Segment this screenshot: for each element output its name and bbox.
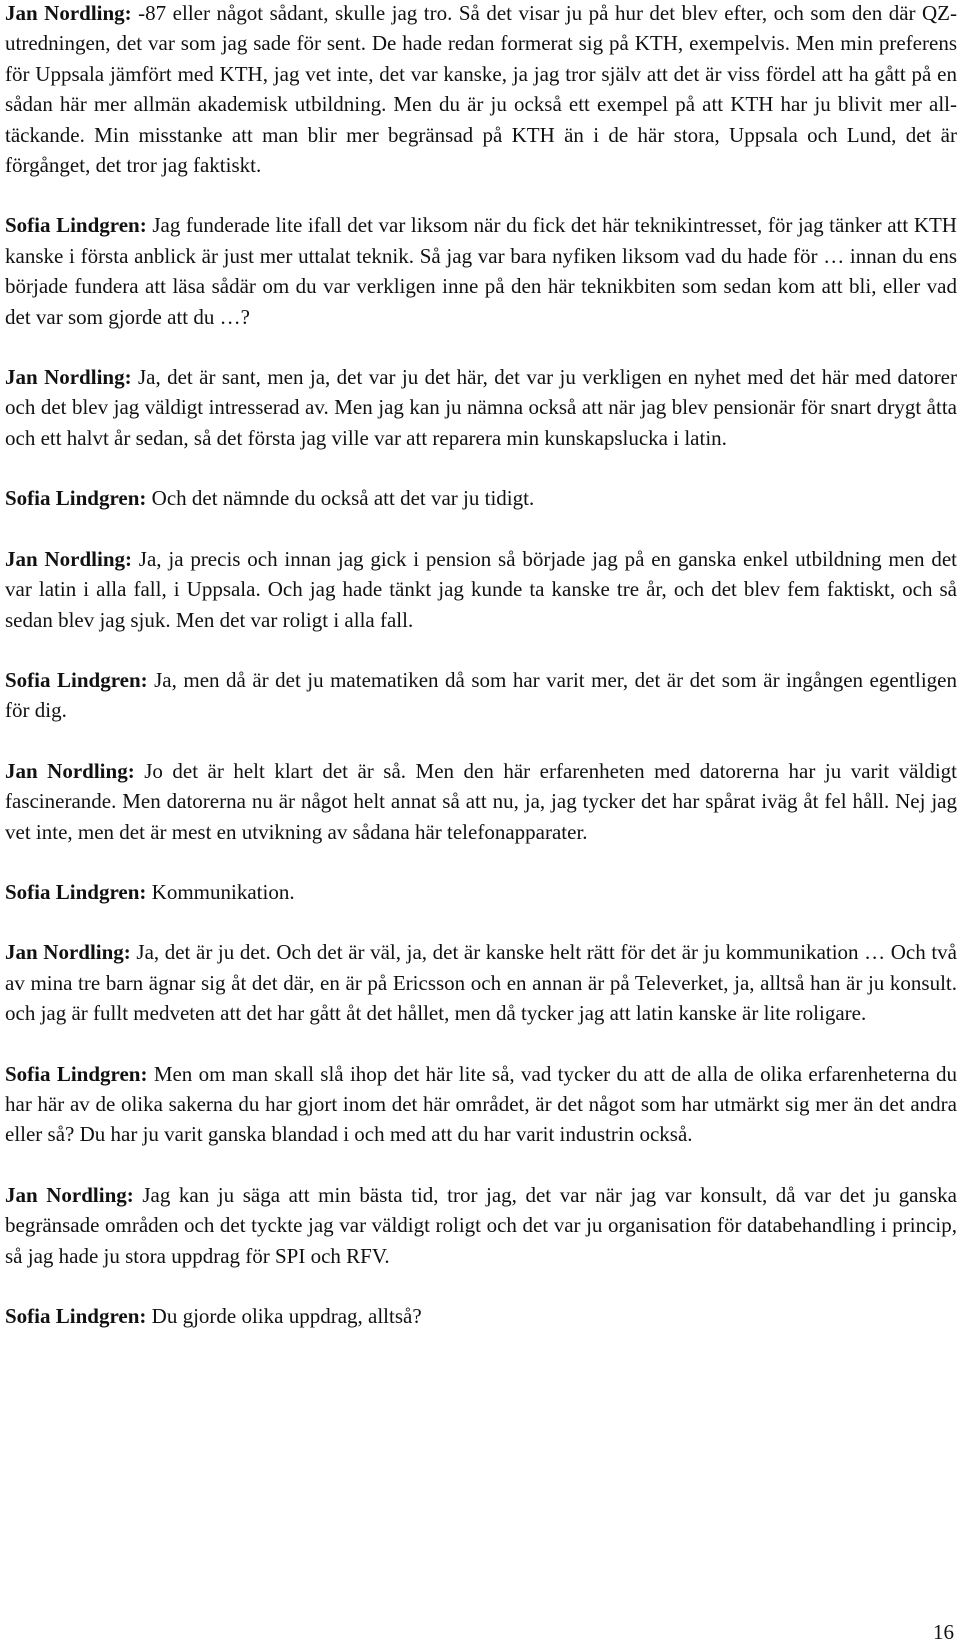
transcript-paragraph: [5, 1301, 957, 1331]
transcript-paragraph: [5, 756, 957, 847]
speaker-name: Sofia Lindgren:: [5, 486, 147, 511]
transcript-paragraph: [5, 665, 957, 726]
speaker-name: Sofia Lindgren:: [5, 1061, 148, 1086]
utterance-text: Ja, ja precis och innan jag gick i pension så började jag på en ganska enkel utbildning men det var latin i alla fall, i Uppsala. Och jag hade tänkt jag kunde ta kanske tre år, och det blev fem faktiskt, och så sedan blev jag sjuk. Men det var roligt i alla fall.: [5, 546, 958, 632]
utterance-text: Och det nämnde du också att det var ju tidigt.: [146, 486, 535, 511]
utterance-text: Ja, det är sant, men ja, det var ju det här, det var ju verkligen en nyhet med det här med datorer och det blev jag väldigt intresserad av. Men jag kan ju nämna också att när jag blev pensionär för snart drygt åtta och ett halvt år sedan, så det första jag ville var att reparera min kunskapslucka i latin.: [5, 365, 958, 450]
transcript-paragraph: [5, 1059, 957, 1150]
transcript-paragraph: [5, 210, 957, 332]
transcript-paragraph: [5, 483, 957, 513]
speaker-name: Sofia Lindgren:: [5, 667, 148, 692]
utterance-text: Ja, det är ju det. Och det är väl, ja, det är kanske helt rätt för det är ju kommunikation … Och två av mina tre barn ägnar sig åt det där, en är på Ericsson och en annan är på Televerket, ja, alltså han är ju konsult. och jag är fullt medveten att det har gått åt det hållet, men då tycker jag att latin kanske är lite roligare.: [5, 940, 958, 1026]
transcript-paragraph: [5, 1180, 957, 1271]
speaker-name: Sofia Lindgren:: [5, 213, 147, 238]
transcript-paragraph: [5, 362, 957, 453]
transcript-paragraph: [5, 544, 957, 635]
utterance-text: Kommunikation.: [146, 879, 295, 904]
speaker-name: Jan Nordling:: [5, 1, 132, 25]
speaker-name: Sofia Lindgren:: [5, 879, 147, 904]
speaker-name: Sofia Lindgren:: [5, 1304, 147, 1328]
utterance-text: Du gjorde olika uppdrag, alltså?: [146, 1304, 422, 1328]
speaker-name: Jan Nordling:: [5, 758, 135, 783]
utterance-text: Jag kan ju säga att min bästa tid, tror jag, det var när jag var konsult, då var det ju ganska begränsade områden och det tyckte jag var väldigt roligt och det var ju organisation för databehandling i princip, så jag hade ju stora uppdrag för SPI och RFV.: [5, 1182, 957, 1268]
transcript-paragraph: [5, 937, 957, 1028]
utterance-text: Jo det är helt klart det är så. Men den här erfarenheten med datorerna har ju varit väldigt fascinerande. Men datorerna nu är något helt annat så att nu, ja, jag tycker det har spårat iväg åt fel håll. Nej jag vet inte, men det är mest en utvikning av sådana här telefonapparater.: [5, 758, 957, 844]
speaker-name: Jan Nordling:: [5, 940, 131, 965]
speaker-name: Jan Nordling:: [5, 365, 132, 390]
utterance-text: Men om man skall slå ihop det här lite så, vad tycker du att de alla de olika erfarenheterna du har här av de olika sakerna du har gjort inom det här området, är det något som har utmärkt sig mer än det andra eller så? Du har ju varit ganska blandad i och med att du har varit industrin också.: [5, 1061, 957, 1147]
page-number: 16: [933, 1620, 954, 1644]
transcript-paragraph: [5, 877, 957, 907]
document-page: [5, 0, 957, 1361]
speaker-name: Jan Nordling:: [5, 1182, 134, 1207]
utterance-text: Jag funderade lite ifall det var liksom när du fick det här teknikintresset, för jag tänker att KTH kanske i första anblick är just mer uttalat teknik. Så jag var bara nyfiken liksom vad du hade för … innan du ens började fundera att läsa sådär om du var verkligen inne på den här teknikbiten som sedan kom att bli, eller vad det var som gjorde att du …?: [5, 213, 957, 329]
speaker-name: Jan Nordling:: [5, 546, 132, 571]
utterance-text: Ja, men då är det ju matematiken då som har varit mer, det är det som är ingången egentligen för dig.: [5, 667, 957, 723]
utterance-text: -87 eller något sådant, skulle jag tro. Så det visar ju på hur det blev efter, och som den där QZ-utredningen, det var som jag sade för sent. De hade redan formerat sig på KTH, exempelvis. Men min preferens för Uppsala jämfört med KTH, jag vet inte, det var kanske, ja jag tror själv att det är viss fördel att ha gått på en sådan här mer allmän akademisk utbildning. Men du är ju också ett exempel på att KTH har ju blivit mer all-täckande. Min misstanke att man blir mer begränsad på KTH än i de här stora, Uppsala och Lund, det är förgånget, det tror jag faktiskt.: [5, 1, 957, 178]
transcript-paragraph: [5, 0, 957, 180]
